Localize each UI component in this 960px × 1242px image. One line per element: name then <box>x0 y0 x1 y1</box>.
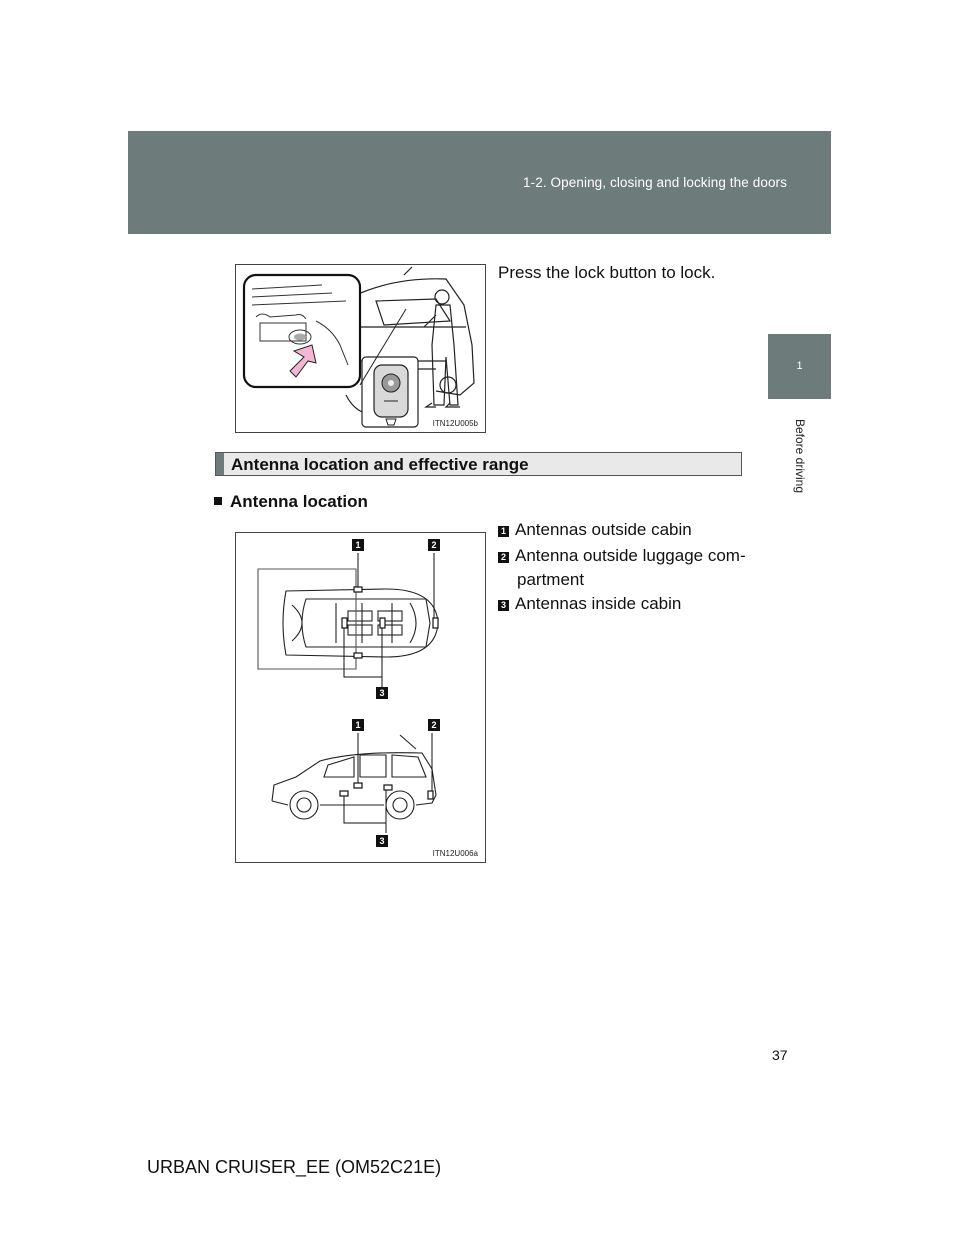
callout-badge-3: 3 <box>376 835 388 847</box>
lock-button-illustration <box>236 265 485 432</box>
legend-number-badge: 2 <box>498 552 509 563</box>
callout-badge-2: 2 <box>428 719 440 731</box>
subsection-title: Antenna location <box>230 492 368 511</box>
legend-text: Antennas outside cabin <box>515 520 692 539</box>
lock-button-figure <box>235 264 486 433</box>
legend-item <box>498 594 681 614</box>
legend-number-badge: 1 <box>498 526 509 537</box>
legend-item <box>498 546 746 566</box>
figure-code: ITN12U005b <box>432 419 478 428</box>
header-band <box>128 131 831 234</box>
instruction-text: Press the lock button to lock. <box>498 263 716 282</box>
callout-badge-3: 3 <box>376 687 388 699</box>
figure-code: ITN12U006a <box>432 849 478 858</box>
section-heading <box>215 452 742 476</box>
page-number: 37 <box>772 1047 788 1063</box>
callout-badge-2: 2 <box>428 539 440 551</box>
callout-badge-1: 1 <box>352 719 364 731</box>
legend-number-badge: 3 <box>498 600 509 611</box>
legend-item-continuation <box>517 570 584 590</box>
subsection-heading <box>214 492 368 512</box>
legend-text: partment <box>517 570 585 589</box>
antenna-location-figure <box>235 532 486 863</box>
section-heading-title: Antenna location and effective range <box>231 455 529 474</box>
legend-text: Antenna outside luggage com- <box>515 546 746 565</box>
chapter-label-text: Before driving <box>793 418 808 494</box>
bullet-square-icon <box>214 497 222 505</box>
chapter-tab-label <box>769 400 831 512</box>
callout-badge-1: 1 <box>352 539 364 551</box>
section-header-title: 1-2. Opening, closing and locking the doors <box>523 175 787 190</box>
section-heading-bar <box>216 453 224 475</box>
manual-footer: URBAN CRUISER_EE (OM52C21E) <box>147 1157 442 1177</box>
chapter-tab-number[interactable]: 1 <box>768 334 831 399</box>
legend-item <box>498 520 692 540</box>
legend-text: Antennas inside cabin <box>515 594 682 613</box>
antenna-diagram <box>236 533 485 862</box>
